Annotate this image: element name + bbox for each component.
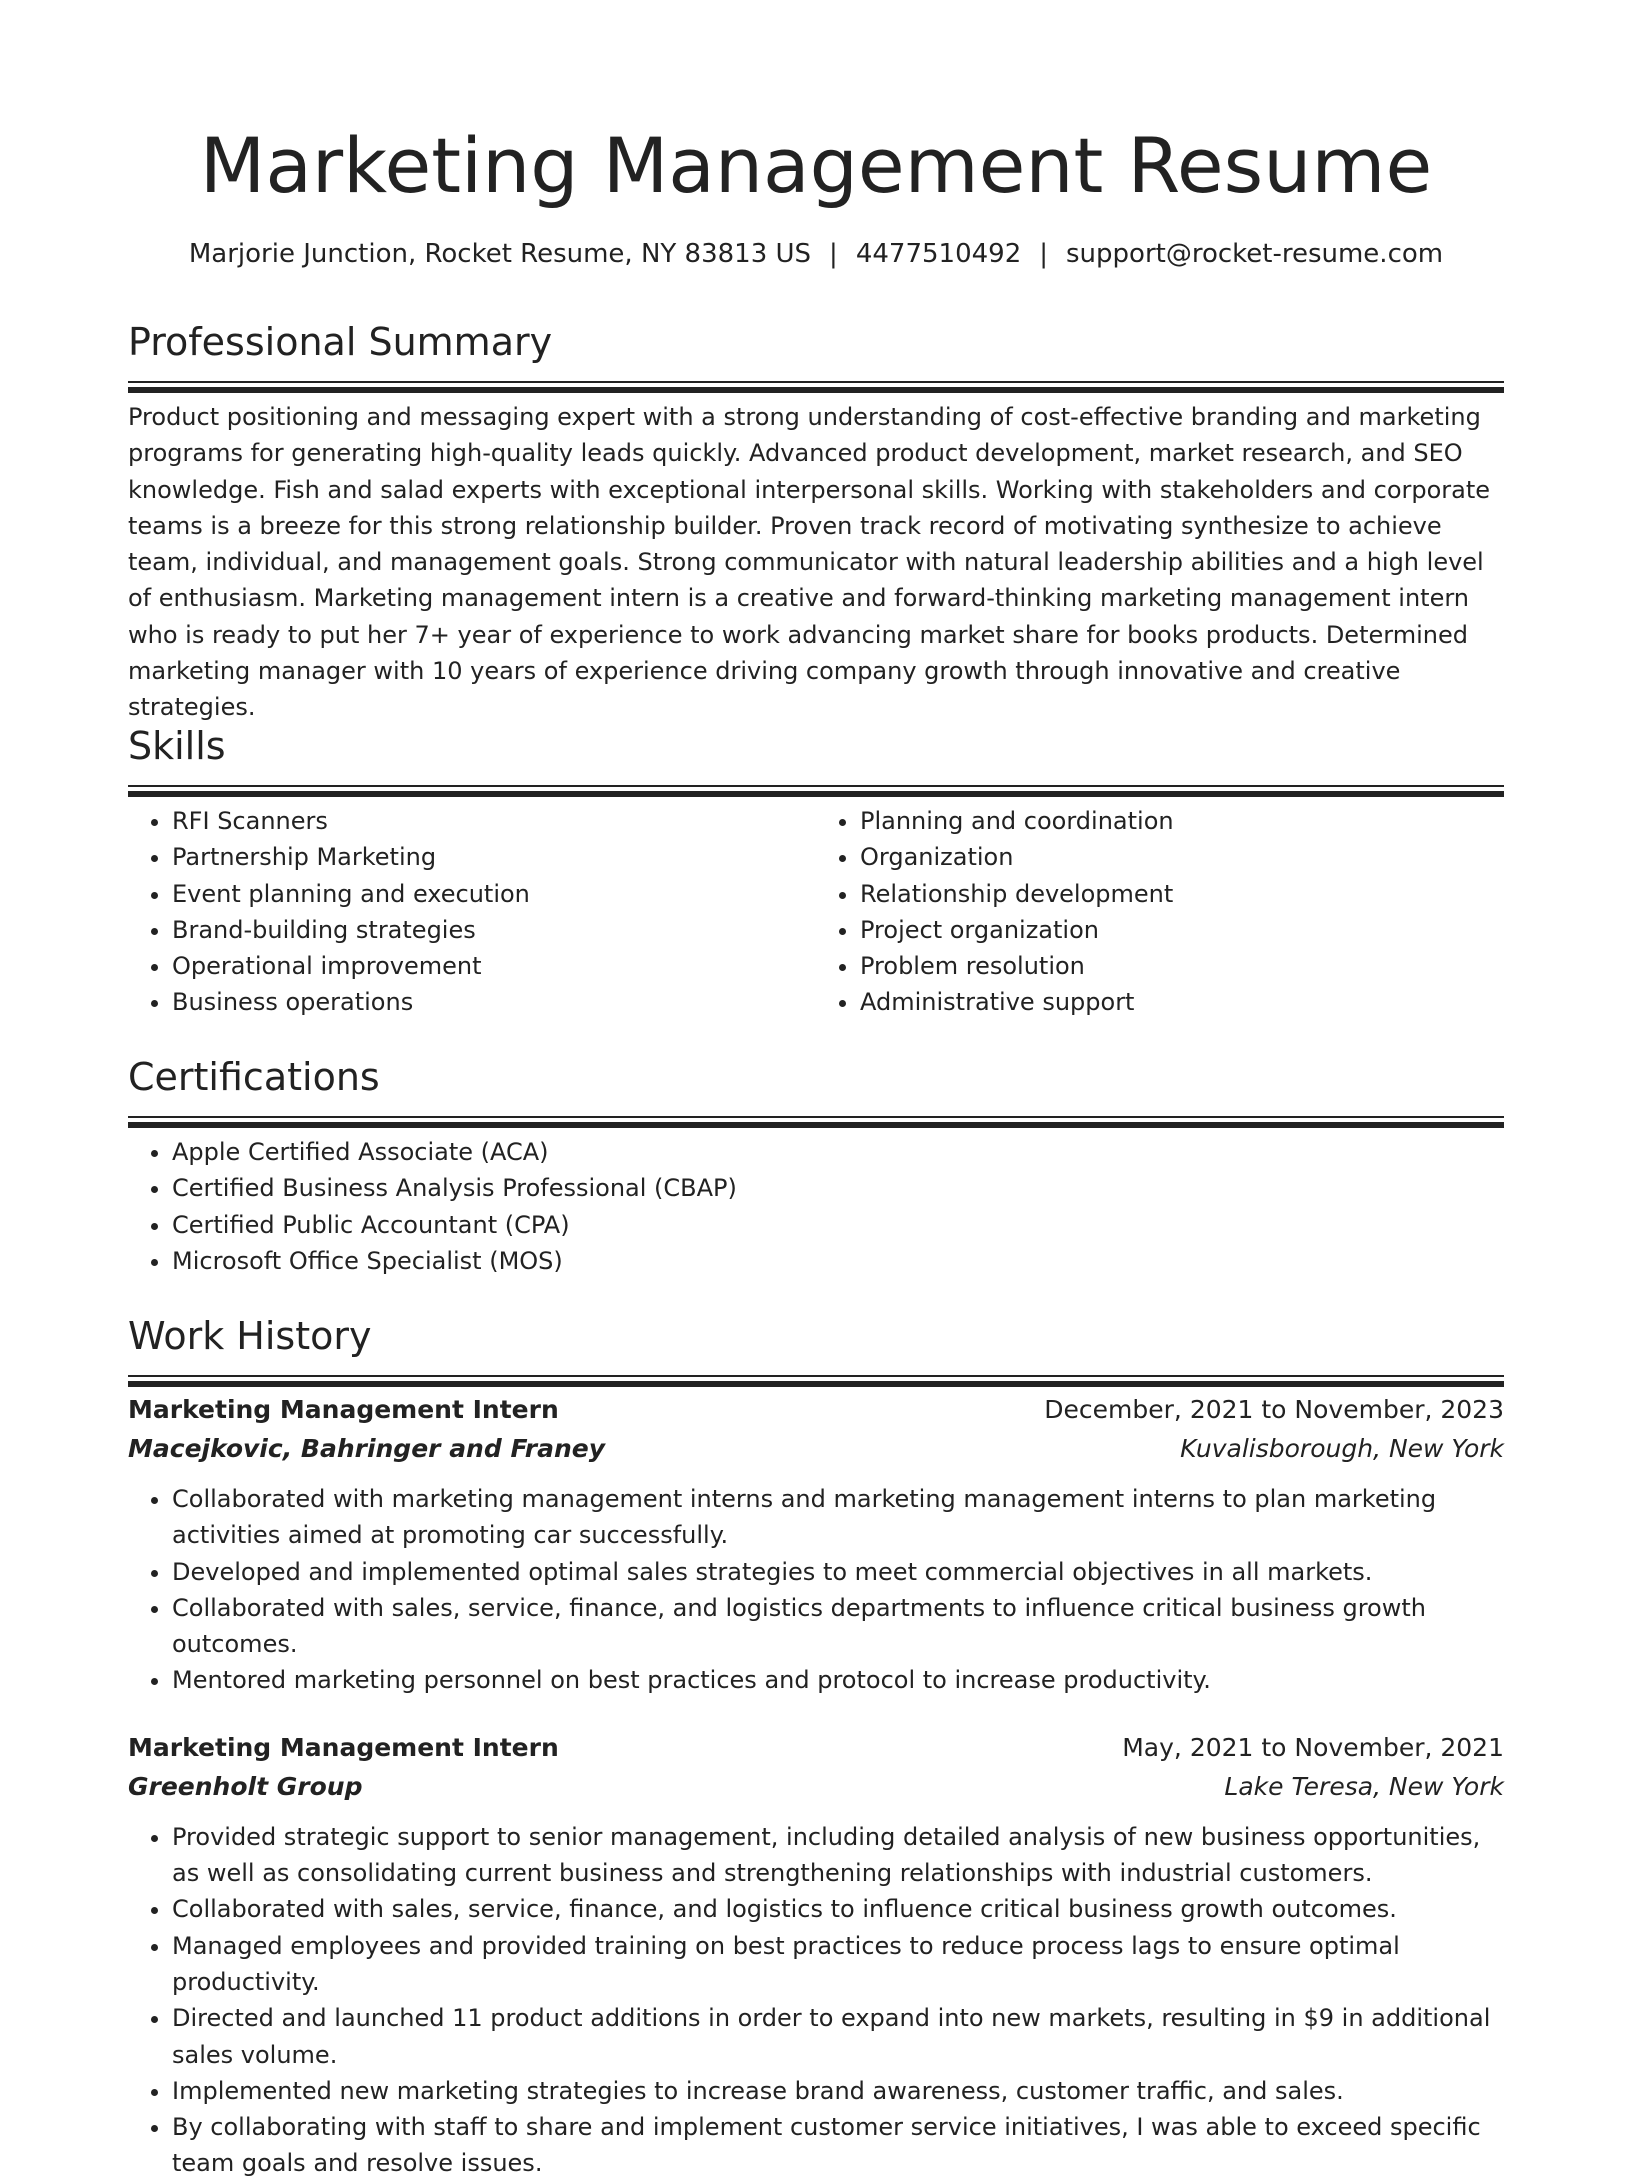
skill-item: • Problem resolution [860, 948, 1504, 984]
contact-address: Marjorie Junction, Rocket Resume, NY 83813 US [188, 239, 812, 269]
skill-item: • Operational improvement [172, 948, 816, 984]
certification-item: • Certified Public Accountant (CPA) [172, 1207, 1504, 1243]
certification-item: • Apple Certified Associate (ACA) [172, 1134, 1504, 1170]
skill-item: • Administrative support [860, 984, 1504, 1020]
contact-email[interactable]: support@rocket-resume.com [1066, 239, 1444, 269]
skills-columns [128, 803, 1504, 1021]
job-title: Marketing Management Intern [128, 1732, 559, 1762]
job-bullet: • Provided strategic support to senior management, including detailed analysis of new business opportunities, as well as consolidating current business and strengthening relationships with industrial customers. [172, 1819, 1504, 1892]
skills-list-left [128, 803, 816, 1021]
certification-item: • Microsoft Office Specialist (MOS) [172, 1243, 1504, 1279]
skill-item: • Business operations [172, 984, 816, 1020]
job-bullets [128, 1819, 1504, 2182]
skills-section [128, 723, 1504, 1021]
job-employer: Macejkovic, Bahringer and Franey [128, 1434, 606, 1463]
job-dates: May, 2021 to November, 2021 [1122, 1732, 1504, 1762]
job-subheader [128, 1767, 1504, 1807]
section-heading-summary: Professional Summary [128, 320, 553, 364]
skill-item: • Partnership Marketing [172, 839, 816, 875]
job-header [128, 1729, 1504, 1767]
skill-item: • RFI Scanners [172, 803, 816, 839]
job-subheader [128, 1429, 1504, 1469]
job-employer: Greenholt Group [128, 1771, 363, 1801]
job-bullet: • Directed and launched 11 product additions in order to expand into new markets, resulting in $9 in additional sales volume. [172, 2000, 1504, 2073]
job-bullet: • Managed employees and provided training on best practices to reduce process lags to ensure optimal productivity. [172, 1928, 1504, 2001]
contact-phone: 4477510492 [855, 239, 1022, 269]
skills-list-right [816, 803, 1504, 1021]
job-header [128, 1391, 1504, 1429]
skill-item: • Event planning and execution [172, 876, 816, 912]
skill-item: • Organization [860, 839, 1504, 875]
contact-separator: | [829, 239, 838, 269]
job-location: Kuvalisborough, New York [1180, 1434, 1504, 1463]
resume-title: Marketing Management Resume [199, 121, 1433, 210]
section-divider [128, 785, 1504, 791]
summary-text: Product positioning and messaging expert with a strong understanding of cost-effective branding and marketing programs for generating high-quality leads quickly. Advanced product development, market research, and SEO knowledge. Fish and salad experts with exceptional interpersonal skills. Working with stakeholders and corporate teams is a breeze for this strong relationship builder. Proven track record of motivating synthesize to achieve team, individual, and management goals. Strong communicator with natural leadership abilities and a high level of enthusiasm. Marketing management intern is a creative and forward-thinking marketing management intern who is ready to put her 7+ year of experience to work advancing market share for books products. Determined marketing manager with 10 years of experience driving company growth through innovative and creative strategies. [128, 403, 1491, 722]
job-bullet: • Collaborated with sales, service, finance, and logistics to influence critical business growth outcomes. [172, 1891, 1504, 1927]
job-bullet: • By collaborating with staff to share and implement customer service initiatives, I was able to exceed specific team goals and resolve issues. [172, 2109, 1504, 2182]
section-divider [128, 1375, 1504, 1381]
resume-content [128, 0, 1504, 2178]
contact-line [128, 237, 1504, 271]
section-heading-certifications: Certifications [128, 1055, 380, 1099]
skill-item: • Planning and coordination [860, 803, 1504, 839]
certifications-list [128, 1134, 1504, 1279]
job-bullet: • Collaborated with sales, service, finance, and logistics departments to influence critical business growth outcomes. [172, 1590, 1504, 1663]
skill-item: • Project organization [860, 912, 1504, 948]
certification-item: • Certified Business Analysis Professional (CBAP) [172, 1170, 1504, 1206]
job-bullet: • Developed and implemented optimal sales strategies to meet commercial objectives in all markets. [172, 1554, 1504, 1590]
summary-section [128, 319, 1504, 726]
job-entry [128, 1729, 1504, 2182]
job-bullets [128, 1481, 1504, 1699]
contact-separator: | [1039, 239, 1048, 269]
job-location: Lake Teresa, New York [1224, 1771, 1504, 1801]
job-dates: December, 2021 to November, 2023 [1044, 1395, 1504, 1424]
certifications-section [128, 1054, 1504, 1279]
section-heading-skills: Skills [128, 724, 226, 768]
work-history-section [128, 1313, 1504, 2182]
job-entry [128, 1391, 1504, 1699]
job-title: Marketing Management Intern [128, 1395, 559, 1424]
section-divider [128, 381, 1504, 387]
section-heading-work-history: Work History [128, 1314, 372, 1358]
job-bullet: • Collaborated with marketing management interns and marketing management interns to plan marketing activities aimed at promoting car successfully. [172, 1481, 1504, 1554]
skill-item: • Relationship development [860, 876, 1504, 912]
job-bullet: • Implemented new marketing strategies to increase brand awareness, customer traffic, and sales. [172, 2073, 1504, 2109]
job-bullet: • Mentored marketing personnel on best practices and protocol to increase productivity. [172, 1662, 1504, 1698]
section-divider [128, 1116, 1504, 1122]
skill-item: • Brand-building strategies [172, 912, 816, 948]
